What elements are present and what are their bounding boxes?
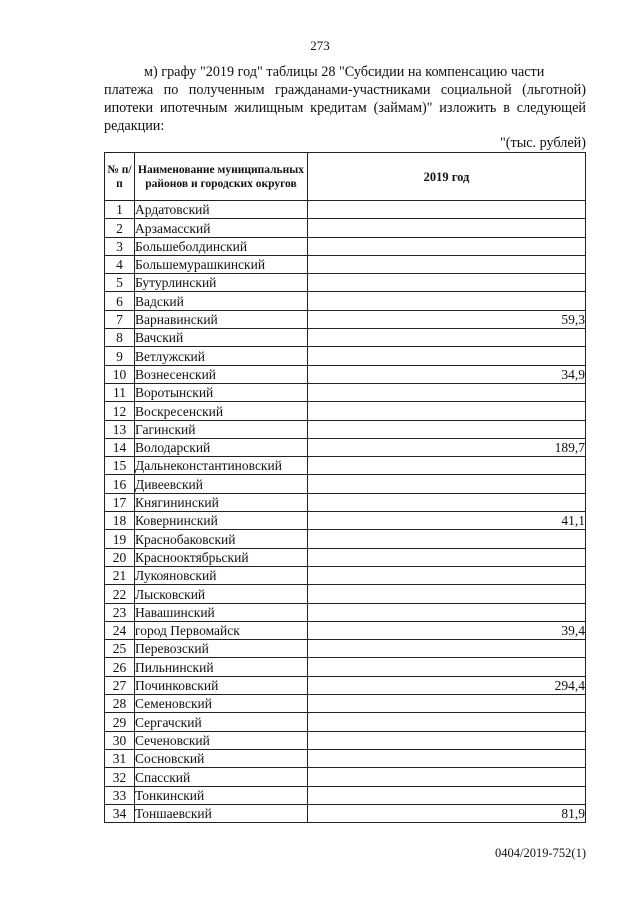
row-number: 20: [105, 548, 135, 566]
intro-first-line: м) графу "2019 год" таблицы 28 "Субсидии на компенсацию части: [144, 64, 545, 80]
district-name: Гагинский: [135, 420, 308, 438]
district-name: Володарский: [135, 438, 308, 456]
district-name: Краснооктябрьский: [135, 548, 308, 566]
district-name: Воскресенский: [135, 402, 308, 420]
row-number: 17: [105, 493, 135, 511]
district-name: Сергачский: [135, 713, 308, 731]
district-name: Лукояновский: [135, 566, 308, 584]
table-row: [105, 402, 586, 420]
district-name: Большемурашкинский: [135, 255, 308, 273]
district-name: Навашинский: [135, 603, 308, 621]
table-row: [105, 585, 586, 603]
subsidy-value: [308, 695, 586, 713]
subsidy-value: [308, 274, 586, 292]
district-name: Ардатовский: [135, 201, 308, 219]
subsidy-value: 59,3: [308, 310, 586, 328]
table-body: [105, 201, 586, 823]
subsidy-value: [308, 237, 586, 255]
subsidy-value: [308, 383, 586, 401]
page-number: 273: [310, 38, 330, 53]
subsidy-value: [308, 219, 586, 237]
subsidy-value: [308, 493, 586, 511]
table-row: [105, 292, 586, 310]
district-name: Семеновский: [135, 695, 308, 713]
table-row: [105, 365, 586, 383]
table-row: [105, 475, 586, 493]
row-number: 3: [105, 237, 135, 255]
district-name: Спасский: [135, 768, 308, 786]
subsidy-value: [308, 292, 586, 310]
row-number: 25: [105, 640, 135, 658]
subsidy-value: [308, 786, 586, 804]
row-number: 16: [105, 475, 135, 493]
row-number: 23: [105, 603, 135, 621]
row-number: 19: [105, 530, 135, 548]
row-number: 31: [105, 749, 135, 767]
row-number: 27: [105, 676, 135, 694]
table-row: [105, 420, 586, 438]
subsidy-value: [308, 768, 586, 786]
district-name: Сеченовский: [135, 731, 308, 749]
district-name: Перевозский: [135, 640, 308, 658]
row-number: 11: [105, 383, 135, 401]
row-number: 1: [105, 201, 135, 219]
table-row: [105, 658, 586, 676]
subsidy-value: [308, 585, 586, 603]
district-name: Ковернинский: [135, 512, 308, 530]
district-name: Вачский: [135, 329, 308, 347]
table-row: [105, 695, 586, 713]
subsidy-value: 41,1: [308, 512, 586, 530]
table-row: [105, 255, 586, 273]
table-row: [105, 219, 586, 237]
table-row: [105, 731, 586, 749]
table-row: [105, 457, 586, 475]
district-name: Княгининский: [135, 493, 308, 511]
table-row: [105, 329, 586, 347]
subsidy-value: [308, 749, 586, 767]
district-name: Вадский: [135, 292, 308, 310]
row-number: 14: [105, 438, 135, 456]
district-name: Варнавинский: [135, 310, 308, 328]
district-name: Воротынский: [135, 383, 308, 401]
row-number: 33: [105, 786, 135, 804]
units-label: "(тыс. рублей): [499, 135, 586, 151]
district-name: Дивеевский: [135, 475, 308, 493]
table-row: [105, 512, 586, 530]
row-number: 13: [105, 420, 135, 438]
subsidy-value: [308, 566, 586, 584]
subsidy-value: 34,9: [308, 365, 586, 383]
table-row: [105, 274, 586, 292]
row-number: 24: [105, 621, 135, 639]
subsidy-value: [308, 347, 586, 365]
subsidy-value: [308, 640, 586, 658]
row-number: 10: [105, 365, 135, 383]
subsidy-value: [308, 420, 586, 438]
document-code: 0404/2019-752(1): [495, 846, 586, 860]
district-name: Краснобаковский: [135, 530, 308, 548]
table-row: [105, 621, 586, 639]
table-row: [105, 493, 586, 511]
district-name: Вознесенский: [135, 365, 308, 383]
district-name: Тонкинский: [135, 786, 308, 804]
header-num: № п/п: [105, 153, 135, 201]
row-number: 32: [105, 768, 135, 786]
table-row: [105, 310, 586, 328]
table-row: [105, 201, 586, 219]
district-name: Сосновский: [135, 749, 308, 767]
district-name: Лысковский: [135, 585, 308, 603]
table-header-row: [105, 153, 586, 201]
subsidy-value: [308, 731, 586, 749]
subsidy-value: [308, 402, 586, 420]
subsidies-table: [104, 152, 586, 823]
intro-rest: платежа по полученным гражданами-участниками социальной (льготной) ипотеки ипотечным жилищным кредитам (займам)" изложить в следующей редакции:: [104, 82, 586, 134]
row-number: 29: [105, 713, 135, 731]
row-number: 8: [105, 329, 135, 347]
subsidy-value: [308, 658, 586, 676]
row-number: 15: [105, 457, 135, 475]
table-row: [105, 804, 586, 822]
table-row: [105, 786, 586, 804]
table-row: [105, 566, 586, 584]
row-number: 28: [105, 695, 135, 713]
subsidy-value: [308, 475, 586, 493]
row-number: 9: [105, 347, 135, 365]
district-name: Большеболдинский: [135, 237, 308, 255]
table-row: [105, 768, 586, 786]
row-number: 12: [105, 402, 135, 420]
table-row: [105, 603, 586, 621]
district-name: город Первомайск: [135, 621, 308, 639]
table-row: [105, 347, 586, 365]
row-number: 2: [105, 219, 135, 237]
district-name: Бутурлинский: [135, 274, 308, 292]
table-row: [105, 530, 586, 548]
row-number: 7: [105, 310, 135, 328]
subsidy-value: 294,4: [308, 676, 586, 694]
district-name: Ветлужский: [135, 347, 308, 365]
subsidy-value: 81,9: [308, 804, 586, 822]
subsidy-value: 39,4: [308, 621, 586, 639]
table-row: [105, 713, 586, 731]
table-row: [105, 383, 586, 401]
district-name: Пильнинский: [135, 658, 308, 676]
table-row: [105, 640, 586, 658]
row-number: 26: [105, 658, 135, 676]
subsidy-value: 189,7: [308, 438, 586, 456]
row-number: 5: [105, 274, 135, 292]
table-row: [105, 237, 586, 255]
subsidy-value: [308, 201, 586, 219]
table-row: [105, 749, 586, 767]
district-name: Дальнеконстантиновский: [135, 457, 308, 475]
row-number: 34: [105, 804, 135, 822]
district-name: Тоншаевский: [135, 804, 308, 822]
subsidy-value: [308, 329, 586, 347]
subsidy-value: [308, 255, 586, 273]
table-row: [105, 676, 586, 694]
row-number: 21: [105, 566, 135, 584]
subsidy-value: [308, 713, 586, 731]
row-number: 22: [105, 585, 135, 603]
subsidy-value: [308, 530, 586, 548]
row-number: 6: [105, 292, 135, 310]
district-name: Починковский: [135, 676, 308, 694]
row-number: 4: [105, 255, 135, 273]
subsidy-value: [308, 548, 586, 566]
row-number: 18: [105, 512, 135, 530]
subsidy-value: [308, 603, 586, 621]
subsidy-value: [308, 457, 586, 475]
intro-paragraph: [104, 63, 586, 135]
header-year: 2019 год: [308, 153, 586, 201]
table-row: [105, 548, 586, 566]
table-row: [105, 438, 586, 456]
district-name: Арзамасский: [135, 219, 308, 237]
row-number: 30: [105, 731, 135, 749]
header-name: Наименование муниципальных районов и городских округов: [135, 153, 308, 201]
